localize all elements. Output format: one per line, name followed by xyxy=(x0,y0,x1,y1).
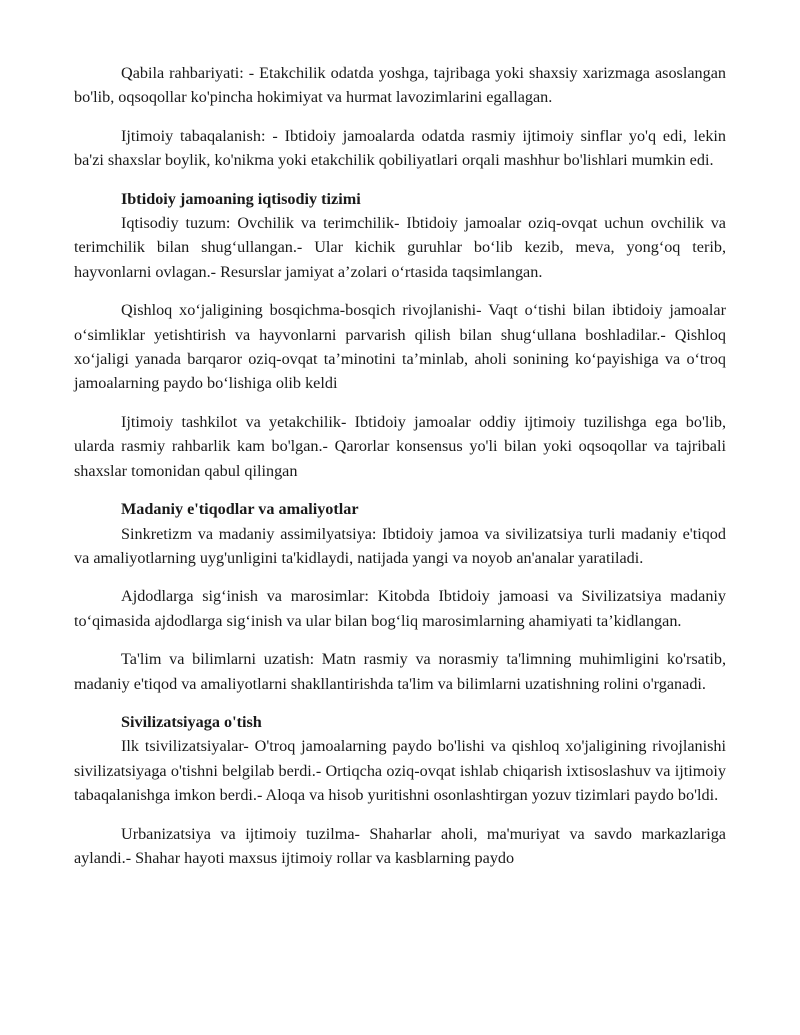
paragraph-social-organization: Ijtimoiy tashkilot va yetakchilik- Ibtidoiy jamoalar oddiy ijtimoiy tuzilishga ega bo'lib, ularda rasmiy rahbarlik kam bo'lgan.- Qarorlar konsensus yo'li bilan yoki oqsoqollar va tajribali shaxslar tomonidan qabul qilingan xyxy=(74,412,726,480)
paragraph-tribal-leadership: Qabila rahbariyati: - Etakchilik odatda yoshga, tajribaga yoki shaxsiy xarizmaga asoslangan bo'lib, oqsoqollar ko'pincha hokimiyat va hurmat lavozimlarini egallagan. xyxy=(74,64,726,107)
paragraph-ancestor-worship: Ajdodlarga sig‘inish va marosimlar: Kitobda Ibtidoiy jamoasi va Sivilizatsiya madaniy to‘qimasida ajdodlarga sig‘inish va ular bilan bog‘liq marosimlarning ahamiyati ta’kidlangan. xyxy=(74,587,726,630)
paragraph-early-civilizations: Ilk tsivilizatsiyalar- O'troq jamoalarning paydo bo'lishi va qishloq xo'jaligining rivojlanishi sivilizatsiyaga o'tishni belgilab berdi.- Ortiqcha oziq-ovqat ishlab chiqarish ixtisoslashuv va ijtimoiy tabaqalanishga imkon berdi.- Aloqa va hisob yuritishni osonlashtirgan yozuv tizimlari paydo bo'ldi. xyxy=(74,737,726,805)
paragraph-urbanization: Urbanizatsiya va ijtimoiy tuzilma- Shaharlar aholi, ma'muriyat va savdo markazlariga aylandi.- Shahar hayoti maxsus ijtimoiy rollar va kasblarning paydo xyxy=(74,824,726,867)
paragraph-social-stratification: Ijtimoiy tabaqalanish: - Ibtidoiy jamoalarda odatda rasmiy ijtimoiy sinflar yo'q edi, lekin ba'zi shaxslar boylik, ko'nikma yoki etakchilik qobiliyatlari orqali mashhur bo'lishlari mumkin edi. xyxy=(74,126,726,170)
paragraph-economic-structure: Iqtisodiy tuzum: Ovchilik va terimchilik- Ibtidoiy jamoalar oziq-ovqat uchun ovchilik va terimchilik bilan shug‘ullangan.- Ular kichik guruhlar bo‘lib kezib, meva, yong‘oq terib, hayvonlarni ovlagan.- Resurslar jamiyat a’zolari o‘rtasida taqsimlangan. xyxy=(74,214,726,281)
heading-transition-to-civilization: Sivilizatsiyaga o'tish xyxy=(121,712,262,731)
paragraph-syncretism: Sinkretizm va madaniy assimilyatsiya: Ibtidoiy jamoa va sivilizatsiya turli madaniy e'tiqod va amaliyotlarning uyg'unligini ta'kidlaydi, natijada yangi va noyob an'analar yaratiladi. xyxy=(74,524,726,567)
heading-cultural-beliefs: Madaniy e'tiqodlar va amaliyotlar xyxy=(121,500,359,519)
paragraph-agriculture-development: Qishloq xo‘jaligining bosqichma-bosqich rivojlanishi- Vaqt o‘tishi bilan ibtidoiy jamoalar o‘simliklar yetishtirish va hayvonlarni parvarish qilish bilan shug‘ullana boshladilar.- Qishloq xo‘jaligi yanada barqaror oziq-ovqat ta’minotini ta’minlab, aholi sonining ko‘payishiga va o‘troq jamoalarning paydo bo‘lishiga olib keldi xyxy=(74,301,726,393)
heading-economic-system: Ibtidoiy jamoaning iqtisodiy tizimi xyxy=(121,189,361,208)
paragraph-education: Ta'lim va bilimlarni uzatish: Matn rasmiy va norasmiy ta'limning muhimligini ko'rsatib, madaniy e'tiqod va amaliyotlarni shakllantirishda ta'lim va bilimlarni uzatishning rolini o'rganadi. xyxy=(74,650,726,693)
document-page xyxy=(74,61,726,884)
